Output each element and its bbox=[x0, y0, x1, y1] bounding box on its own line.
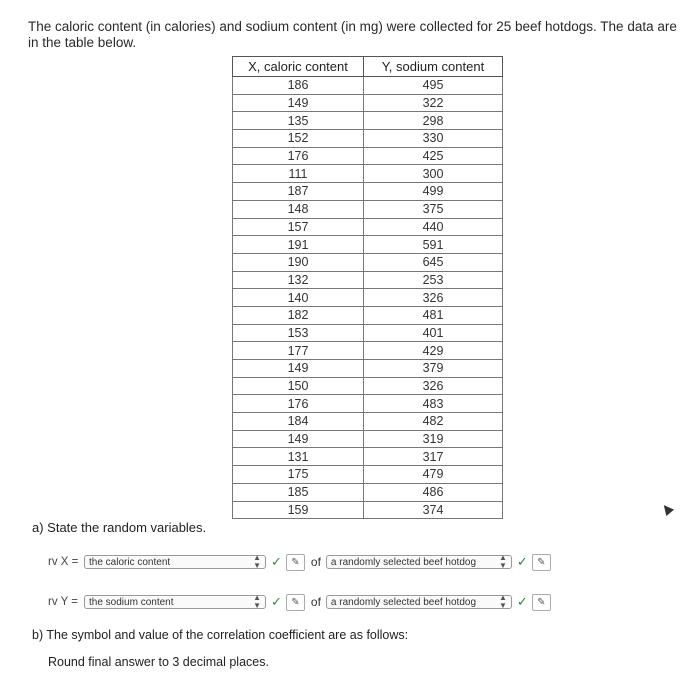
y-cell: 322 bbox=[364, 94, 503, 112]
check-icon: ✓ bbox=[516, 554, 528, 569]
table-row bbox=[233, 130, 503, 148]
y-cell: 317 bbox=[364, 448, 503, 466]
rv-y-variable-value: the sodium content bbox=[89, 596, 174, 608]
check-icon: ✓ bbox=[271, 594, 282, 609]
table-row bbox=[233, 200, 503, 218]
x-cell: 131 bbox=[233, 448, 364, 466]
x-cell: 190 bbox=[233, 253, 364, 271]
x-cell: 191 bbox=[233, 236, 364, 254]
x-cell: 152 bbox=[233, 130, 364, 148]
table-row bbox=[233, 430, 503, 448]
table-row bbox=[233, 395, 503, 413]
part-a-heading: a) State the random variables. bbox=[32, 520, 207, 535]
x-cell: 186 bbox=[233, 77, 364, 95]
rv-y-label: rv Y = bbox=[48, 596, 78, 608]
y-cell: 486 bbox=[364, 483, 503, 501]
table-row bbox=[233, 466, 503, 484]
x-cell: 135 bbox=[233, 112, 364, 130]
y-cell: 483 bbox=[364, 395, 503, 413]
y-cell: 330 bbox=[364, 130, 503, 148]
y-cell: 440 bbox=[364, 218, 503, 236]
table-header-row bbox=[233, 57, 503, 77]
x-cell: 177 bbox=[233, 342, 364, 360]
part-b-heading: b) The symbol and value of the correlation coefficient are as follows: bbox=[32, 628, 409, 642]
x-cell: 175 bbox=[233, 466, 364, 484]
y-cell: 298 bbox=[364, 112, 503, 130]
x-cell: 153 bbox=[233, 324, 364, 342]
x-cell: 149 bbox=[233, 360, 364, 378]
updown-arrows-icon: ▲ ▼ bbox=[499, 593, 507, 610]
y-cell: 495 bbox=[364, 77, 503, 95]
rv-x-label: rv X = bbox=[48, 556, 79, 568]
updown-arrows-icon: ▲ ▼ bbox=[253, 553, 261, 570]
check-icon: ✓ bbox=[271, 554, 282, 569]
x-cell: 132 bbox=[233, 271, 364, 289]
x-cell: 176 bbox=[233, 147, 364, 165]
x-cell: 187 bbox=[233, 183, 364, 201]
table-row bbox=[233, 183, 503, 201]
rv-x-unit-value: a randomly selected beef hotdog bbox=[330, 556, 477, 568]
y-cell: 645 bbox=[364, 253, 503, 271]
y-cell: 379 bbox=[364, 360, 503, 378]
table-row bbox=[233, 165, 503, 183]
rv-y-unit-select[interactable] bbox=[326, 595, 512, 609]
updown-arrows-icon: ▲ ▼ bbox=[499, 553, 507, 570]
rv-x-variable-select[interactable] bbox=[84, 555, 266, 569]
data-table bbox=[232, 56, 503, 519]
table-row bbox=[233, 271, 503, 289]
x-cell: 148 bbox=[233, 200, 364, 218]
table-row bbox=[233, 77, 503, 95]
rv-y-variable-select[interactable] bbox=[84, 595, 266, 609]
rv-x-unit-select[interactable] bbox=[326, 555, 512, 569]
header-y: Y, sodium content bbox=[364, 57, 503, 77]
y-cell: 429 bbox=[364, 342, 503, 360]
rv-y-row bbox=[48, 593, 551, 611]
rv-y-unit-value: a randomly selected beef hotdog bbox=[330, 596, 477, 608]
table-row bbox=[233, 94, 503, 112]
y-cell: 479 bbox=[364, 466, 503, 484]
y-cell: 401 bbox=[364, 324, 503, 342]
mouse-cursor-icon bbox=[660, 502, 674, 516]
x-cell: 184 bbox=[233, 413, 364, 431]
y-cell: 499 bbox=[364, 183, 503, 201]
table-row bbox=[233, 413, 503, 431]
table-row bbox=[233, 253, 503, 271]
y-cell: 253 bbox=[364, 271, 503, 289]
y-cell: 591 bbox=[364, 236, 503, 254]
y-cell: 374 bbox=[364, 501, 503, 519]
x-cell: 176 bbox=[233, 395, 364, 413]
of-label: of bbox=[310, 555, 321, 569]
y-cell: 326 bbox=[364, 289, 503, 307]
check-icon: ✓ bbox=[516, 594, 528, 609]
of-label: of bbox=[310, 595, 321, 609]
x-cell: 140 bbox=[233, 289, 364, 307]
table-row bbox=[233, 324, 503, 342]
y-cell: 482 bbox=[364, 413, 503, 431]
rounding-instruction: Round final answer to 3 decimal places. bbox=[48, 655, 269, 669]
x-cell: 149 bbox=[233, 430, 364, 448]
x-cell: 159 bbox=[233, 501, 364, 519]
table-row bbox=[233, 360, 503, 378]
x-cell: 185 bbox=[233, 483, 364, 501]
edit-pen-icon[interactable]: ✎ bbox=[532, 594, 551, 611]
updown-arrows-icon: ▲ ▼ bbox=[253, 593, 261, 610]
table-row bbox=[233, 342, 503, 360]
y-cell: 375 bbox=[364, 200, 503, 218]
table-row bbox=[233, 218, 503, 236]
y-cell: 319 bbox=[364, 430, 503, 448]
y-cell: 300 bbox=[364, 165, 503, 183]
table-row bbox=[233, 112, 503, 130]
x-cell: 182 bbox=[233, 306, 364, 324]
edit-pen-icon[interactable]: ✎ bbox=[532, 554, 551, 571]
table-row bbox=[233, 289, 503, 307]
y-cell: 481 bbox=[364, 306, 503, 324]
y-cell: 425 bbox=[364, 147, 503, 165]
x-cell: 150 bbox=[233, 377, 364, 395]
table-row bbox=[233, 448, 503, 466]
table-row bbox=[233, 377, 503, 395]
x-cell: 157 bbox=[233, 218, 364, 236]
table-row bbox=[233, 306, 503, 324]
edit-pen-icon[interactable]: ✎ bbox=[286, 554, 305, 571]
edit-pen-icon[interactable]: ✎ bbox=[286, 594, 305, 611]
table-row bbox=[233, 147, 503, 165]
table-row bbox=[233, 483, 503, 501]
x-cell: 111 bbox=[233, 165, 364, 183]
table-row bbox=[233, 236, 503, 254]
header-x: X, caloric content bbox=[233, 57, 364, 77]
y-cell: 326 bbox=[364, 377, 503, 395]
rv-x-row bbox=[48, 553, 551, 571]
x-cell: 149 bbox=[233, 94, 364, 112]
rv-x-variable-value: the caloric content bbox=[89, 556, 171, 568]
problem-intro: The caloric content (in calories) and sodium content (in mg) were collected for 25 beef hotdogs. The data are in the table below. bbox=[28, 19, 677, 50]
table-row bbox=[233, 501, 503, 519]
